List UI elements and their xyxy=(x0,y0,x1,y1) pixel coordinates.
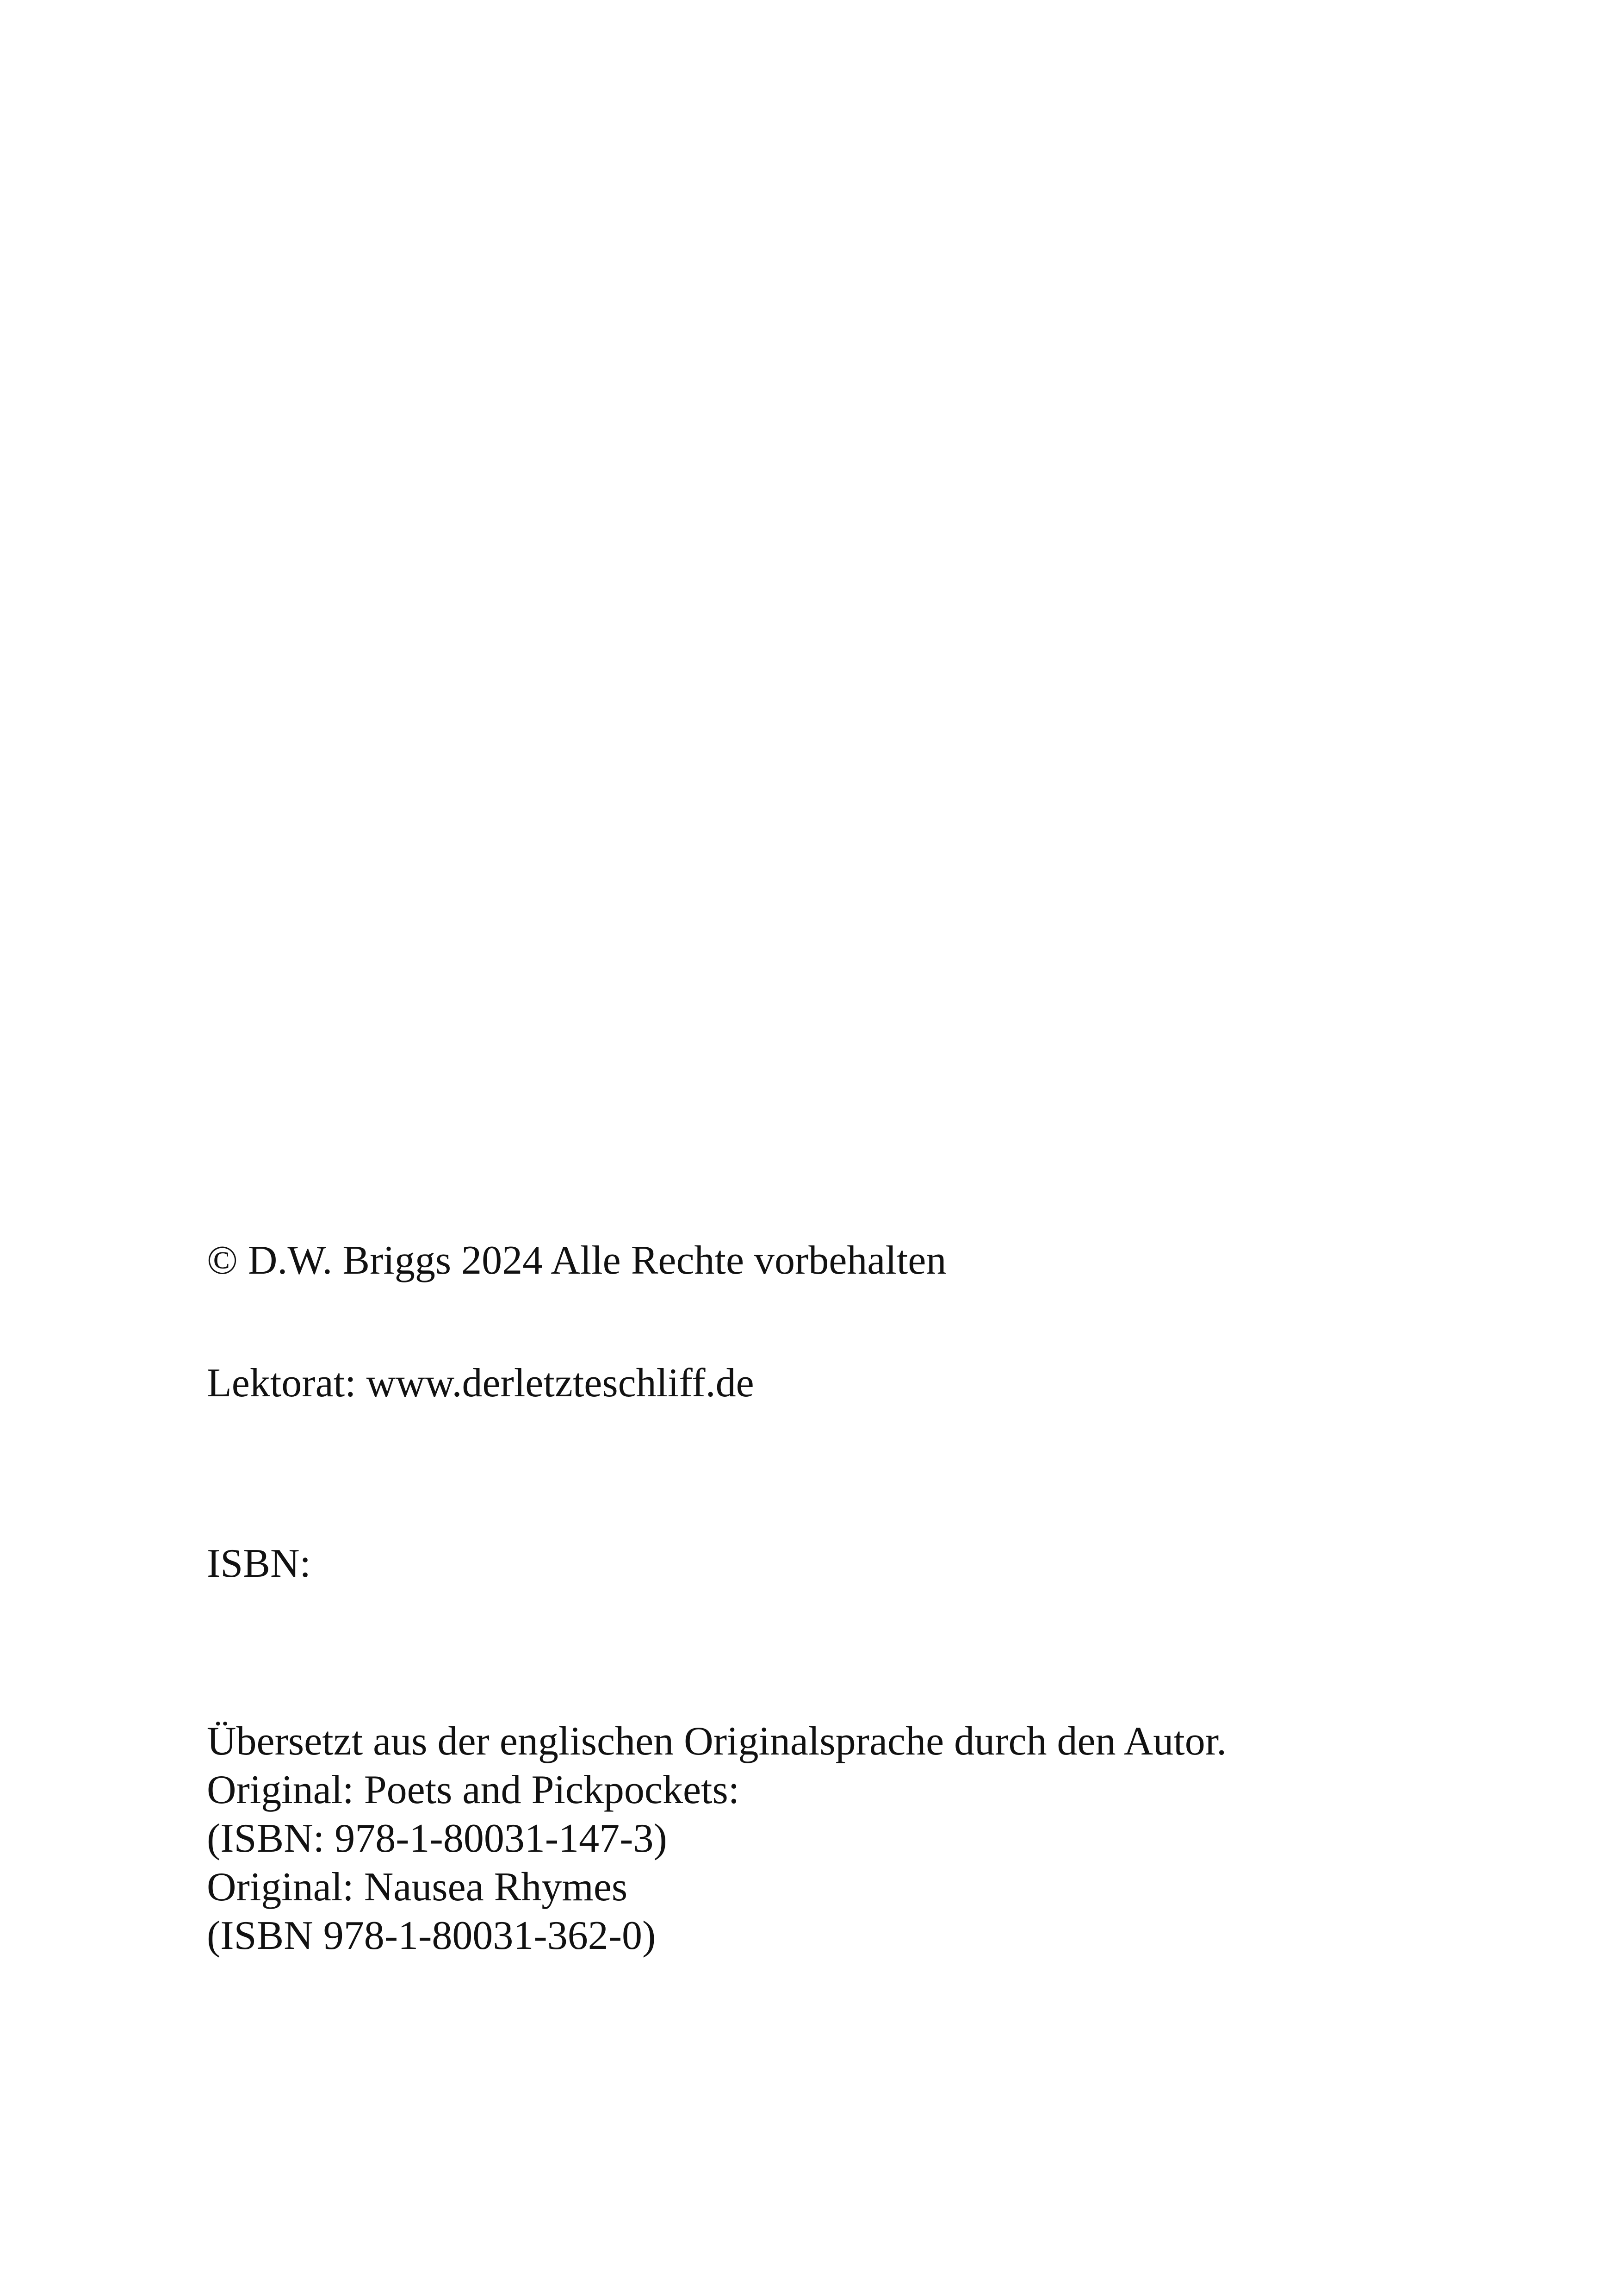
original-title-1: Original: Poets and Pickpockets: xyxy=(207,1767,740,1812)
editor-credit: Lektorat: www.derletzteschliff.de xyxy=(207,1361,754,1406)
isbn-label: ISBN: xyxy=(207,1541,311,1586)
original-isbn-2: (ISBN 978-1-80031-362-0) xyxy=(207,1913,656,1958)
translation-info xyxy=(207,1717,1227,1960)
translation-note: Übersetzt aus der englischen Originalsprache durch den Autor. xyxy=(207,1719,1227,1764)
original-isbn-1: (ISBN: 978-1-80031-147-3) xyxy=(207,1816,667,1861)
original-title-2: Original: Nausea Rhymes xyxy=(207,1865,628,1910)
copyright-notice: © D.W. Briggs 2024 Alle Rechte vorbehalten xyxy=(207,1238,947,1283)
